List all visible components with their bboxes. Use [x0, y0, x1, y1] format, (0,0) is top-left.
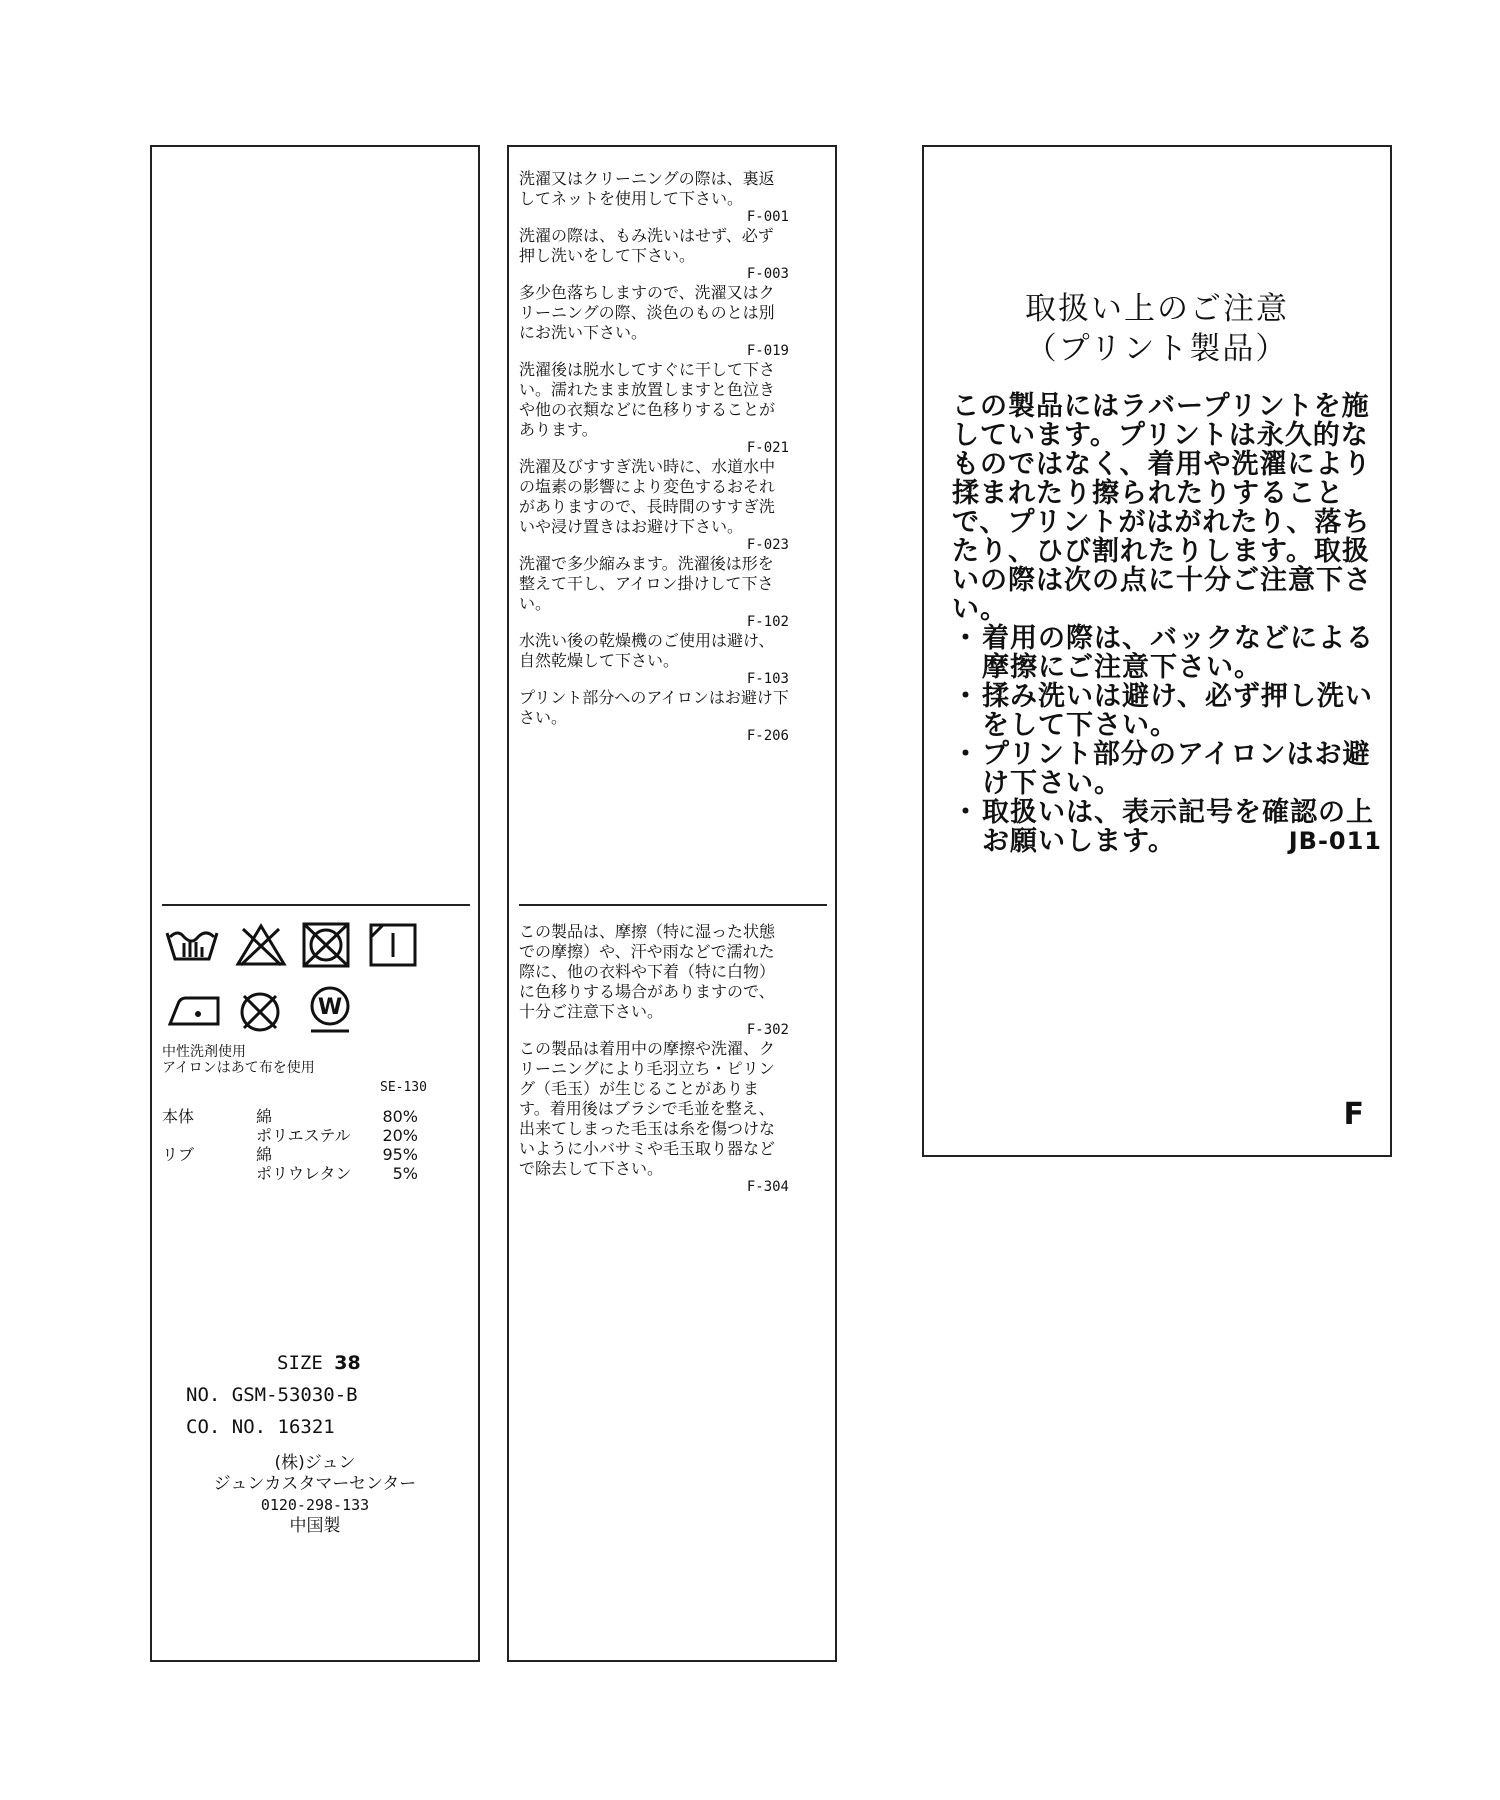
instruction-text: 洗濯の際は、もみ洗いはせず、必ず押し洗いをして下さい。 [519, 226, 774, 265]
composition-material: ポリウレタン [256, 1164, 352, 1183]
company-name: (株)ジュン [274, 1453, 356, 1473]
instruction-item [519, 1039, 789, 1196]
instruction-text: この製品は、摩擦（特に湿った状態での摩擦）や、汗や雨などで濡れた際に、他の衣料や下着（特に白物）に色移りする場合がありますので、十分ご注意下さい。 [519, 922, 776, 1021]
composition-material: 綿 [256, 1145, 273, 1164]
notice-subtitle: （プリント製品） [1025, 331, 1289, 367]
care-note-code: SE-130 [380, 1080, 427, 1095]
instruction-code: F-206 [746, 728, 789, 744]
size-value: 38 [334, 1352, 361, 1374]
instruction-text: この製品は着用中の摩擦や洗濯、クリーニングにより毛羽立ち・ピリング（毛玉）が生じることがあります。着用後はブラシで毛並を整え、出来てしまった毛玉は糸を傷つけないように小バサミや毛玉取り器などで除去して下さい。 [519, 1039, 776, 1178]
bullet-text: 揉み洗いは避け、必ず押し洗いをして下さい。 [982, 681, 1373, 741]
instruction-code: F-302 [746, 1022, 789, 1038]
country-of-origin: 中国製 [289, 1516, 341, 1536]
instruction-text: 洗濯及びすすぎ洗い時に、水道水中の塩素の影響により変色するおそれがありますので、長時間のすすぎ洗いや浸け置きはお避け下さい。 [519, 457, 776, 536]
size-mark: F [1343, 1097, 1364, 1132]
bullet-text: 取扱いは、表示記号を確認の上お願いします。 [982, 797, 1374, 857]
manufacturer-block [152, 1453, 478, 1537]
size-line [277, 1352, 361, 1374]
composition-part: リブ [162, 1145, 195, 1164]
iron-low-icon [166, 994, 224, 1028]
instruction-item [519, 226, 789, 283]
line-dry-icon [369, 923, 417, 967]
care-label-composition [150, 145, 480, 1662]
instruction-item [519, 169, 789, 226]
no-tumble-dry-icon [302, 922, 350, 968]
svg-text:W: W [317, 995, 343, 1020]
customer-center: ジュンカスタマーセンター [213, 1474, 417, 1494]
instruction-item [519, 688, 789, 745]
instruction-code: F-103 [746, 671, 789, 687]
divider [519, 904, 827, 906]
composition-material: ポリエステル [256, 1126, 351, 1145]
bullet-mark: ・ [952, 623, 980, 654]
bullet-mark: ・ [952, 797, 980, 828]
care-label-instructions [507, 145, 837, 1662]
instruction-code: F-021 [746, 440, 789, 456]
notice-intro: この製品にはラバープリントを施しています。プリントは永久的なものではなく、着用や洗濯により揉まれたり擦られたりすることで、プリントがはがれたり、落ちたり、ひび割れたりします。取扱いの際は次の点に十分ご注意下さい。 [952, 391, 1372, 625]
wet-clean-icon [307, 985, 353, 1035]
composition-percent: 20% [382, 1126, 418, 1145]
composition-row [162, 1126, 442, 1145]
composition-material: 綿 [256, 1107, 273, 1126]
hand-wash-40-icon [164, 923, 220, 965]
notice-title: 取扱い上のご注意 [1025, 291, 1289, 327]
instruction-code: F-003 [746, 266, 789, 282]
model-number: NO. GSM-53030-B [186, 1384, 358, 1406]
care-note-2: アイロンはあて布を使用 [162, 1060, 315, 1076]
no-dry-clean-icon [238, 990, 282, 1034]
instruction-code: F-304 [746, 1179, 789, 1195]
notice-bullet [952, 624, 1382, 682]
instruction-text: 洗濯で多少縮みます。洗濯後は形を整えて干し、アイロン掛けして下さい。 [519, 554, 774, 613]
bullet-mark: ・ [952, 739, 980, 770]
instruction-item [519, 360, 789, 457]
instruction-text: 洗濯又はクリーニングの際は、裏返してネットを使用して下さい。 [519, 169, 775, 208]
composition-percent: 80% [382, 1107, 418, 1126]
no-bleach-icon [235, 923, 287, 967]
divider [162, 904, 470, 906]
instruction-text: プリント部分へのアイロンはお避け下さい。 [519, 688, 789, 727]
fiber-composition [162, 1107, 442, 1183]
notice-bullet [952, 682, 1382, 740]
print-care-label [922, 145, 1392, 1157]
instruction-item [519, 554, 789, 631]
instruction-item [519, 283, 789, 360]
notice-code: JB-011 [1288, 827, 1382, 855]
notice-bullet [952, 798, 1382, 856]
instruction-code: F-019 [746, 343, 789, 359]
bullet-mark: ・ [952, 681, 980, 712]
instruction-code: F-023 [746, 537, 789, 553]
bullet-text: プリント部分のアイロンはお避け下さい。 [982, 739, 1371, 799]
instruction-text: 洗濯後は脱水してすぐに干して下さい。濡れたまま放置しますと色泣きや他の衣類などに色移りすることがあります。 [519, 360, 776, 439]
instruction-item [519, 457, 789, 554]
instruction-item [519, 922, 789, 1039]
instruction-text: 水洗い後の乾燥機のご使用は避け、自然乾燥して下さい。 [519, 631, 775, 670]
composition-row [162, 1107, 442, 1126]
composition-part: 本体 [162, 1107, 195, 1126]
instruction-text: 多少色落ちしますので、洗濯又はクリーニングの際、淡色のものとは別にお洗い下さい。 [519, 283, 775, 342]
friction-warnings [519, 922, 789, 1196]
instruction-item [519, 631, 789, 688]
composition-percent: 5% [392, 1164, 418, 1183]
composition-row [162, 1164, 442, 1183]
instruction-code: F-102 [746, 614, 789, 630]
size-label: SIZE [277, 1352, 323, 1374]
care-note-1: 中性洗剤使用 [162, 1044, 246, 1060]
composition-row [162, 1145, 442, 1164]
notice-body [952, 392, 1382, 856]
composition-percent: 95% [382, 1145, 418, 1164]
phone-number: 0120-298-133 [260, 1496, 370, 1514]
instruction-code: F-001 [746, 209, 789, 225]
bullet-text: 着用の際は、バックなどによる摩擦にご注意下さい。 [982, 623, 1374, 683]
co-number: CO. NO. 16321 [186, 1416, 335, 1438]
washing-instructions [519, 169, 789, 745]
notice-bullet [952, 740, 1382, 798]
